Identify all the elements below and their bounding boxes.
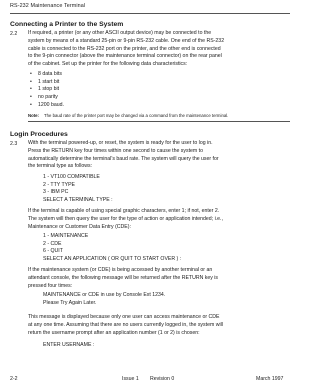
text-line: the terminal type as follows:: [28, 163, 93, 170]
username-prompt: ENTER USERNAME :: [43, 342, 95, 348]
text-line: This message is displayed because only one user can access maintenance or CDE: [28, 314, 220, 320]
text-line: The system will then query the user for the type of action or application intended; i.e.,: [28, 215, 223, 222]
text-line: If the maintenance system (or CDE) is being accessed by another terminal or an: [28, 267, 213, 273]
section-heading-printer: Connecting a Printer to the System: [10, 21, 124, 28]
text-line: cable is connected to the RS-232 port on the printer, and the other end is connected: [28, 45, 221, 52]
list-item: • 1 stop bit: [30, 86, 60, 93]
note-text: The baud rate of the printer port may be changed via a command from the maintenance terminal.: [43, 113, 229, 118]
text-line: If the terminal is capable of using special graphic characters, enter 1; if not, enter 2.: [28, 208, 220, 214]
data-characteristics-list: [30, 71, 64, 110]
login-paragraph: [28, 140, 290, 171]
publication-date: March 1997: [256, 376, 284, 382]
menu-line: 6 - QUIT: [43, 248, 63, 255]
text-line: Press the RETURN key four times within one second to cause the system to: [28, 147, 204, 154]
in-use-paragraph: [28, 267, 290, 290]
text-line: to the 9-pin connector (above the maintenance terminal connector) on the rear panel: [28, 53, 222, 60]
menu-line: 1 - MAINTENANCE: [43, 233, 89, 239]
text-line: pressed four times:: [28, 282, 73, 289]
text-line: With the terminal powered-up, or reset, the system is ready for the user to log in.: [28, 140, 213, 146]
message-line: MAINTENANCE or CDE in use by Console Ext 1234.: [43, 292, 166, 298]
text-line: If required, a printer (or any other ASCII output device) may be connected to the: [28, 30, 212, 36]
list-item: • no parity: [30, 94, 58, 101]
note-label: Note:: [28, 113, 39, 118]
text-line: attendant console, the following message will be returned after the RETURN key is: [28, 274, 219, 281]
menu-line: 3 - IBM PC: [43, 189, 69, 196]
list-item: • 8 data bits: [30, 71, 62, 77]
printer-paragraph: [28, 30, 290, 69]
revision-label: Revision 0: [150, 376, 175, 382]
text-line: automatically determine the terminal's baud rate. The system will query the user for: [28, 155, 219, 162]
issue-label: Issue 1: [122, 376, 139, 382]
graphics-paragraph: [28, 208, 290, 231]
section-number-2-3: 2.3: [10, 141, 18, 147]
note-rule: [28, 121, 290, 122]
terminal-type-menu: [43, 174, 113, 204]
menu-line: 2 - CDE: [43, 240, 62, 247]
text-line: system by means of a standard 25-pin or 9-pin RS-232 cable. One end of the RS-232: [28, 37, 225, 44]
running-header: RS-232 Maintenance Terminal: [10, 3, 86, 9]
busy-message: [43, 292, 165, 307]
text-line: return the username prompt after an application number (1 or 2) is chosen:: [28, 329, 200, 336]
text-line: Maintenance or Customer Data Entry (CDE):: [28, 223, 131, 230]
baud-rate-note: [28, 113, 228, 118]
section-heading-login: Login Procedures: [10, 131, 68, 138]
menu-line: 1 - VT100 COMPATIBLE: [43, 174, 100, 180]
application-menu: [43, 233, 181, 263]
text-line: at any one time. Assuming that there are no users currently logged in, the system will: [28, 321, 223, 328]
menu-line: 2 - TTY TYPE: [43, 181, 76, 188]
list-item: • 1200 baud.: [30, 101, 64, 108]
menu-line: SELECT A TERMINAL TYPE :: [43, 196, 113, 203]
message-line: Please Try Again Later.: [43, 299, 97, 306]
page-number: 2-2: [10, 376, 18, 382]
section-number-2-2: 2.2: [10, 31, 18, 37]
single-user-paragraph: [28, 314, 290, 337]
list-item: • 1 start bit: [30, 78, 60, 85]
menu-line: SELECT AN APPLICATION ( OR QUIT TO START OVER ) :: [43, 255, 182, 262]
text-line: of the cabinet. Set up the printer for the following data characteristics:: [28, 61, 188, 68]
header-rule: [10, 13, 290, 14]
